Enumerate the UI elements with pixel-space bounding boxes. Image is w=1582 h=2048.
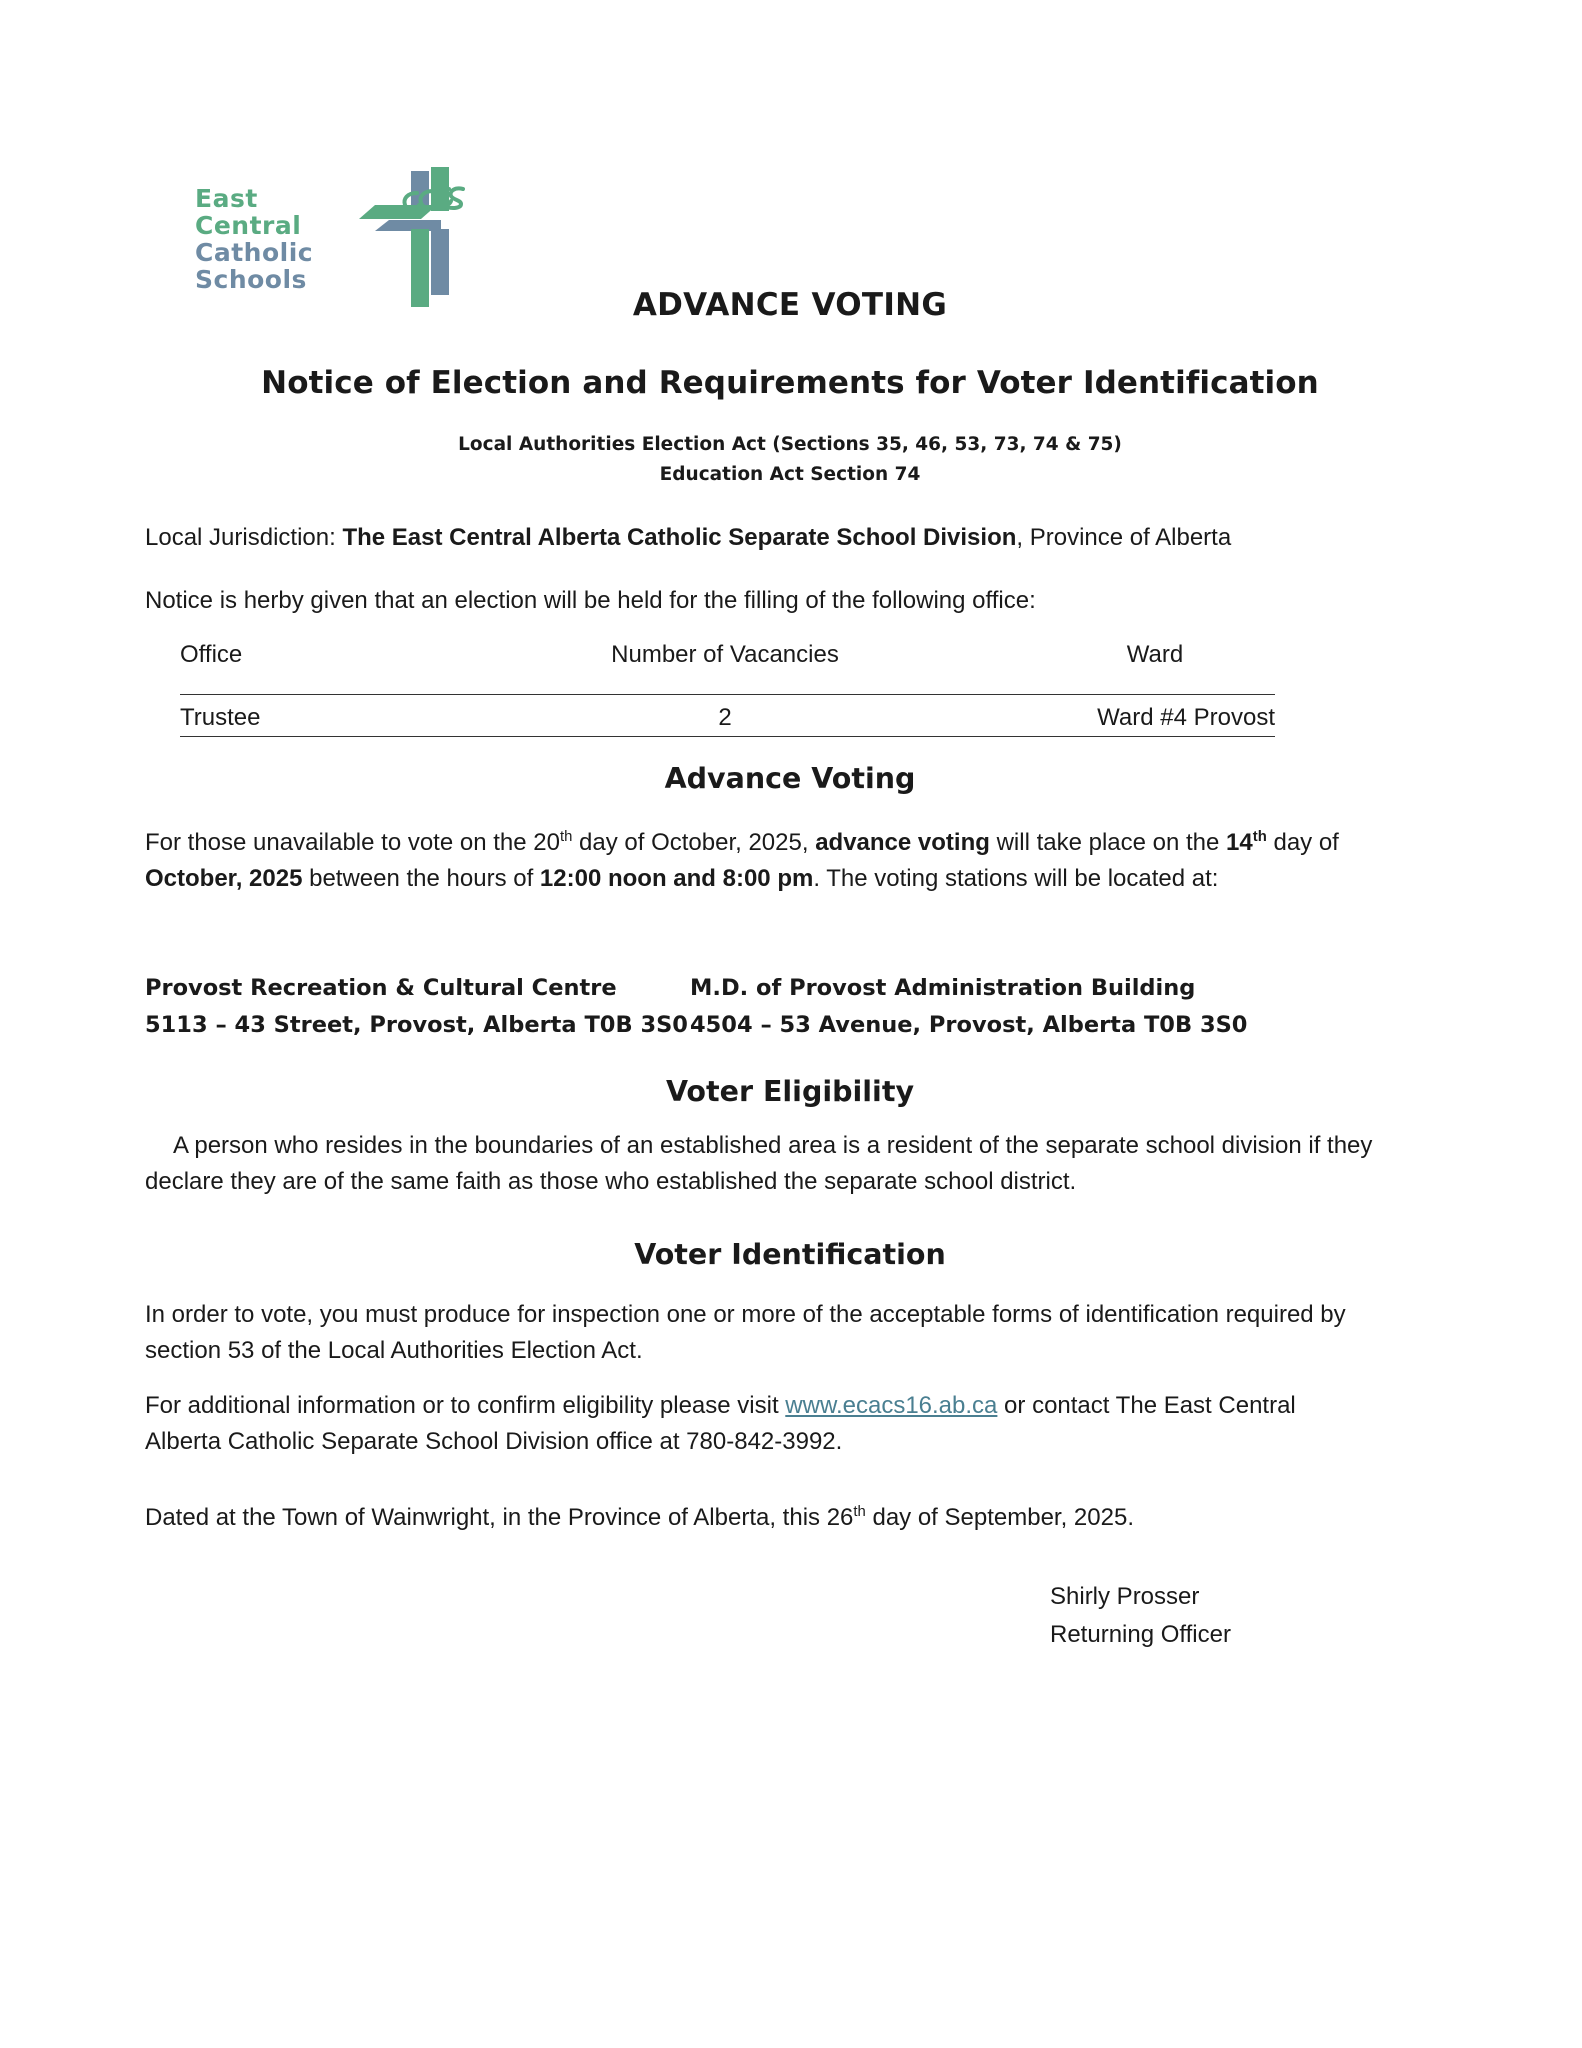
section-heading-voter-identification: Voter Identification <box>634 1238 946 1271</box>
dated-text-1: Dated at the Town of Wainwright, in the Province of Alberta, this 26 <box>145 1504 854 1531</box>
advance-sup-2: th <box>1252 829 1267 845</box>
jurisdiction-suffix: , Province of Alberta <box>1016 524 1232 551</box>
voting-station-1 <box>145 970 690 1044</box>
voting-stations <box>145 970 1375 1044</box>
dated-text-2: day of September, 2025. <box>865 1504 1134 1531</box>
advance-bold-4: 12:00 noon and 8:00 pm <box>539 865 814 892</box>
advance-text-5: between the hours of <box>302 865 540 892</box>
advance-text-6: . The voting stations will be located at: <box>813 865 1219 892</box>
station-1-address: 5113 – 43 Street, Provost, Alberta T0B 3S0 <box>145 1012 688 1038</box>
column-header-office: Office <box>180 641 243 668</box>
section-heading-advance-voting: Advance Voting <box>664 762 916 795</box>
voter-eligibility-paragraph: A person who resides in the boundaries of an established area is a resident of the separate school division if they declare they are of the same faith as those who established the separate school district. <box>145 1132 1373 1195</box>
act-line-1: Local Authorities Election Act (Sections 35, 46, 53, 73, 74 & 75) <box>458 434 1122 455</box>
advance-bold-1: advance voting <box>815 829 990 856</box>
additional-text-after: or contact The East Central Alberta Catholic Separate School Division office at 780-842-3992. <box>145 1392 1296 1455</box>
vacancy-table <box>180 638 1380 737</box>
advance-sup-1: th <box>559 829 573 845</box>
page-title: ADVANCE VOTING <box>632 287 948 323</box>
dated-sup: th <box>853 1504 866 1520</box>
advance-voting-paragraph <box>145 825 1375 897</box>
advance-text-2: day of October, 2025, <box>572 829 816 856</box>
jurisdiction-name: The East Central Alberta Catholic Separate School Division <box>342 524 1017 551</box>
act-line-2: Education Act Section 74 <box>659 464 921 485</box>
station-2-name: M.D. of Provost Administration Building <box>690 975 1196 1001</box>
station-2-address: 4504 – 53 Avenue, Provost, Alberta T0B 3S0 <box>690 1012 1248 1038</box>
website-link[interactable]: www.ecacs16.ab.ca <box>785 1392 998 1419</box>
page-subtitle: Notice of Election and Requirements for Voter Identification <box>261 365 1319 401</box>
section-heading-voter-eligibility: Voter Eligibility <box>665 1075 915 1108</box>
column-header-vacancies: Number of Vacancies <box>611 641 839 668</box>
signature-name: Shirly Prosser <box>1050 1583 1200 1610</box>
column-header-ward: Ward <box>1126 641 1184 668</box>
table-header-row <box>180 638 1380 672</box>
advance-bold-3: October, 2025 <box>145 865 303 892</box>
advance-text-3: will take place on the <box>989 829 1227 856</box>
logo-line-central: Central <box>195 211 302 240</box>
notice-statement: Notice is herby given that an election will be held for the filling of the following office: <box>145 587 1036 614</box>
signature-role: Returning Officer <box>1050 1621 1231 1648</box>
local-jurisdiction <box>145 520 1375 556</box>
cell-ward: Ward #4 Provost <box>1097 704 1275 731</box>
table-row <box>180 701 1275 737</box>
logo-line-schools: Schools <box>195 265 307 294</box>
logo-line-east: East <box>195 184 258 213</box>
logo-wordmark <box>195 185 313 293</box>
advance-text-4: day of <box>1266 829 1339 856</box>
cell-office: Trustee <box>180 704 261 731</box>
voting-station-2 <box>690 970 1250 1044</box>
voter-identification-paragraph: In order to vote, you must produce for inspection one or more of the acceptable forms of identification required by section 53 of the Local Authorities Election Act. <box>145 1301 1346 1364</box>
advance-bold-2: 14 <box>1226 829 1253 856</box>
additional-information-paragraph <box>145 1388 1375 1460</box>
jurisdiction-label: Local Jurisdiction: <box>145 524 343 551</box>
advance-text-1: For those unavailable to vote on the 20 <box>145 829 560 856</box>
logo-line-catholic: Catholic <box>195 238 314 267</box>
additional-text-before: For additional information or to confirm eligibility please visit <box>145 1392 786 1419</box>
station-1-name: Provost Recreation & Cultural Centre <box>145 975 617 1001</box>
act-references <box>145 430 1435 490</box>
signature-block <box>1050 1578 1231 1654</box>
table-header-rule <box>180 694 1275 695</box>
cell-vacancies: 2 <box>718 704 732 731</box>
dated-statement <box>145 1500 1375 1536</box>
